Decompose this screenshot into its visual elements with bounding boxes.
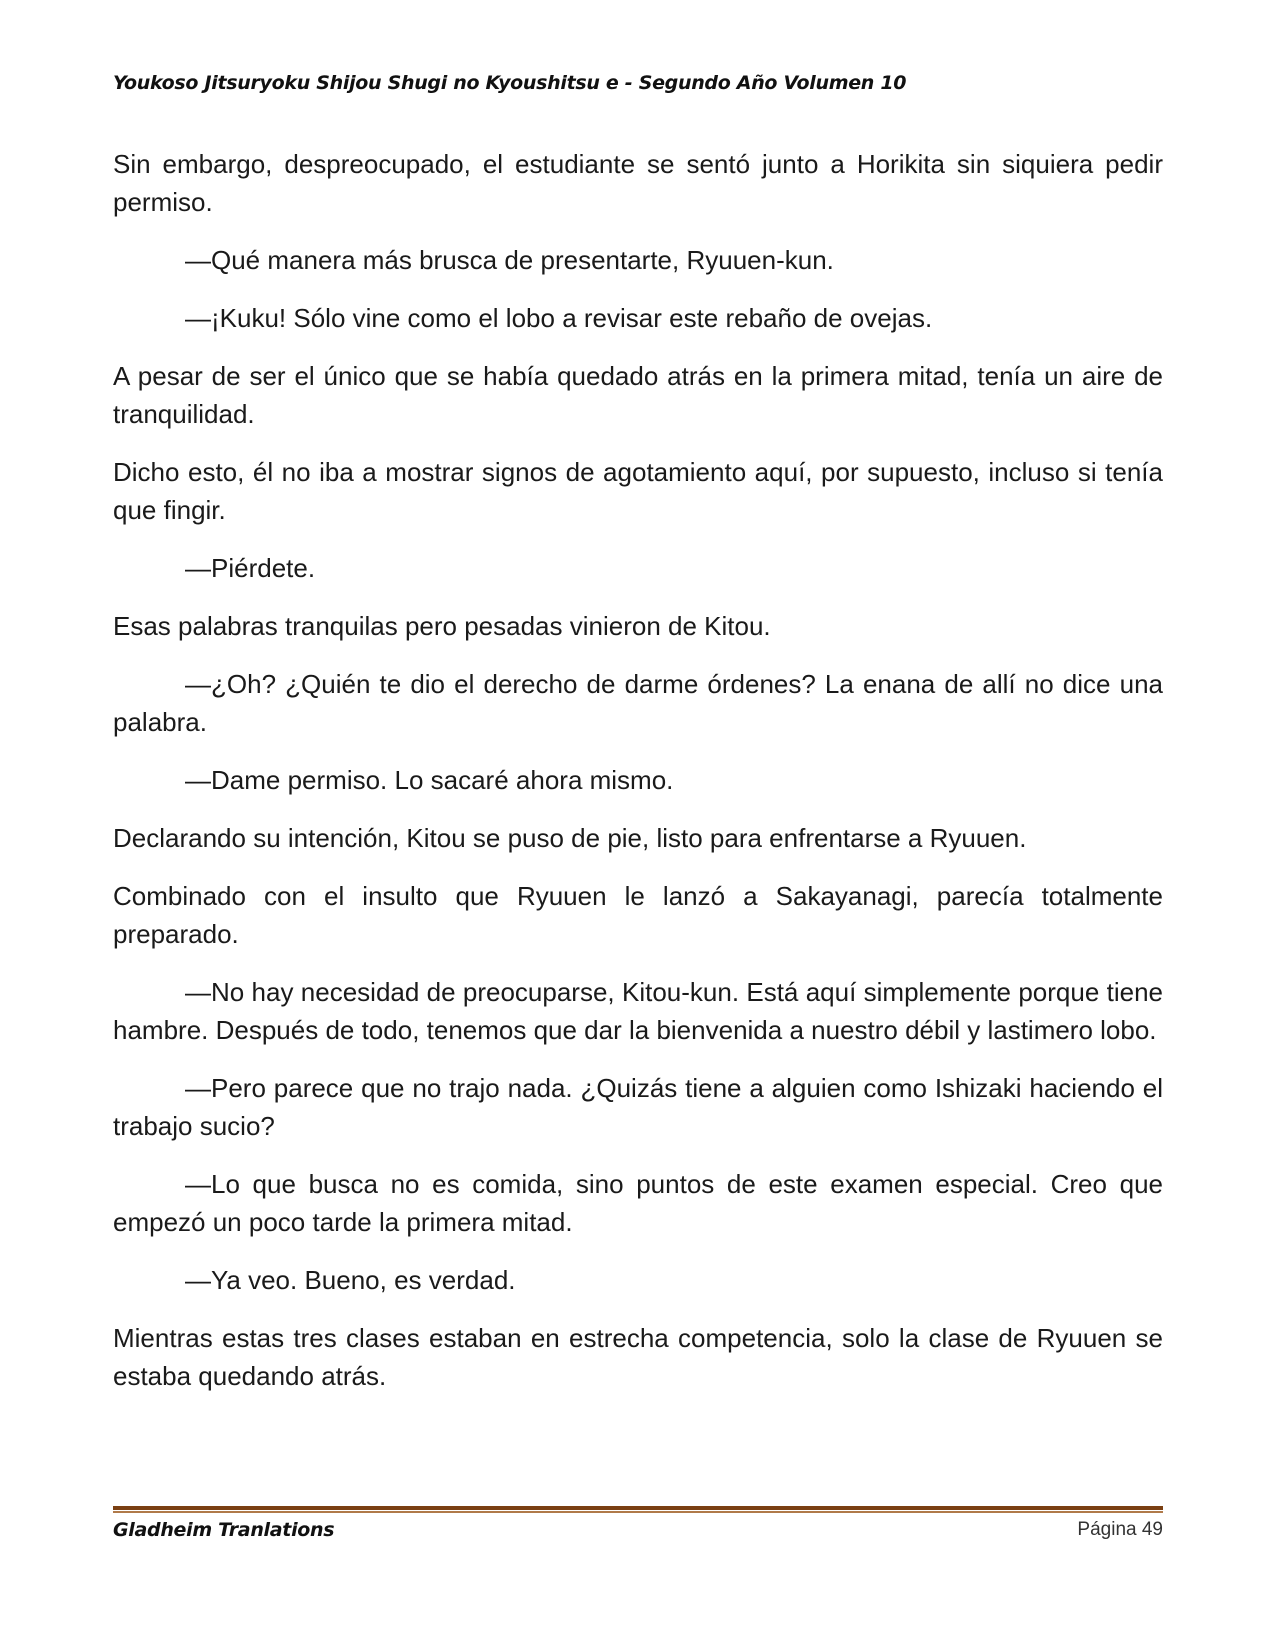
paragraph: —Dame permiso. Lo sacaré ahora mismo. bbox=[185, 765, 674, 795]
page-body bbox=[113, 145, 1163, 1415]
footer-divider-thin bbox=[113, 1511, 1163, 1513]
paragraph: —Ya veo. Bueno, es verdad. bbox=[185, 1265, 516, 1295]
footer-divider bbox=[113, 1506, 1163, 1513]
paragraph: Mientras estas tres clases estaban en estrecha competencia, solo la clase de Ryuuen se estaba quedando atrás. bbox=[113, 1323, 1163, 1391]
footer-divider-thick bbox=[113, 1506, 1163, 1510]
paragraph: —Lo que busca no es comida, sino puntos de este examen especial. Creo que empezó un poco tarde la primera mitad. bbox=[113, 1169, 1163, 1237]
paragraph: Dicho esto, él no iba a mostrar signos de agotamiento aquí, por supuesto, incluso si tenía que fingir. bbox=[113, 457, 1163, 525]
paragraph: —¡Kuku! Sólo vine como el lobo a revisar este rebaño de ovejas. bbox=[185, 303, 933, 333]
paragraph: —Piérdete. bbox=[185, 553, 316, 583]
paragraph: Sin embargo, despreocupado, el estudiante se sentó junto a Horikita sin siquiera pedir permiso. bbox=[113, 149, 1163, 217]
paragraph: —Pero parece que no trajo nada. ¿Quizás tiene a alguien como Ishizaki haciendo el trabajo sucio? bbox=[113, 1073, 1163, 1141]
page-header-title: Youkoso Jitsuryoku Shijou Shugi no Kyoushitsu e - Segundo Año Volumen 10 bbox=[113, 72, 907, 94]
paragraph: Combinado con el insulto que Ryuuen le lanzó a Sakayanagi, parecía totalmente preparado. bbox=[113, 881, 1163, 949]
footer-publisher: Gladheim Tranlations bbox=[113, 1519, 335, 1541]
paragraph: —Qué manera más brusca de presentarte, Ryuuen-kun. bbox=[185, 245, 834, 275]
paragraph: Declarando su intención, Kitou se puso de pie, listo para enfrentarse a Ryuuen. bbox=[113, 823, 1027, 853]
page-number: Página 49 bbox=[1077, 1519, 1163, 1540]
paragraph: Esas palabras tranquilas pero pesadas vinieron de Kitou. bbox=[113, 611, 771, 641]
paragraph: —No hay necesidad de preocuparse, Kitou-kun. Está aquí simplemente porque tiene hambre. Después de todo, tenemos que dar la bienvenida a nuestro débil y lastimero lobo. bbox=[113, 977, 1163, 1045]
paragraph: A pesar de ser el único que se había quedado atrás en la primera mitad, tenía un aire de tranquilidad. bbox=[113, 361, 1163, 429]
paragraph: —¿Oh? ¿Quién te dio el derecho de darme órdenes? La enana de allí no dice una palabra. bbox=[113, 669, 1163, 737]
